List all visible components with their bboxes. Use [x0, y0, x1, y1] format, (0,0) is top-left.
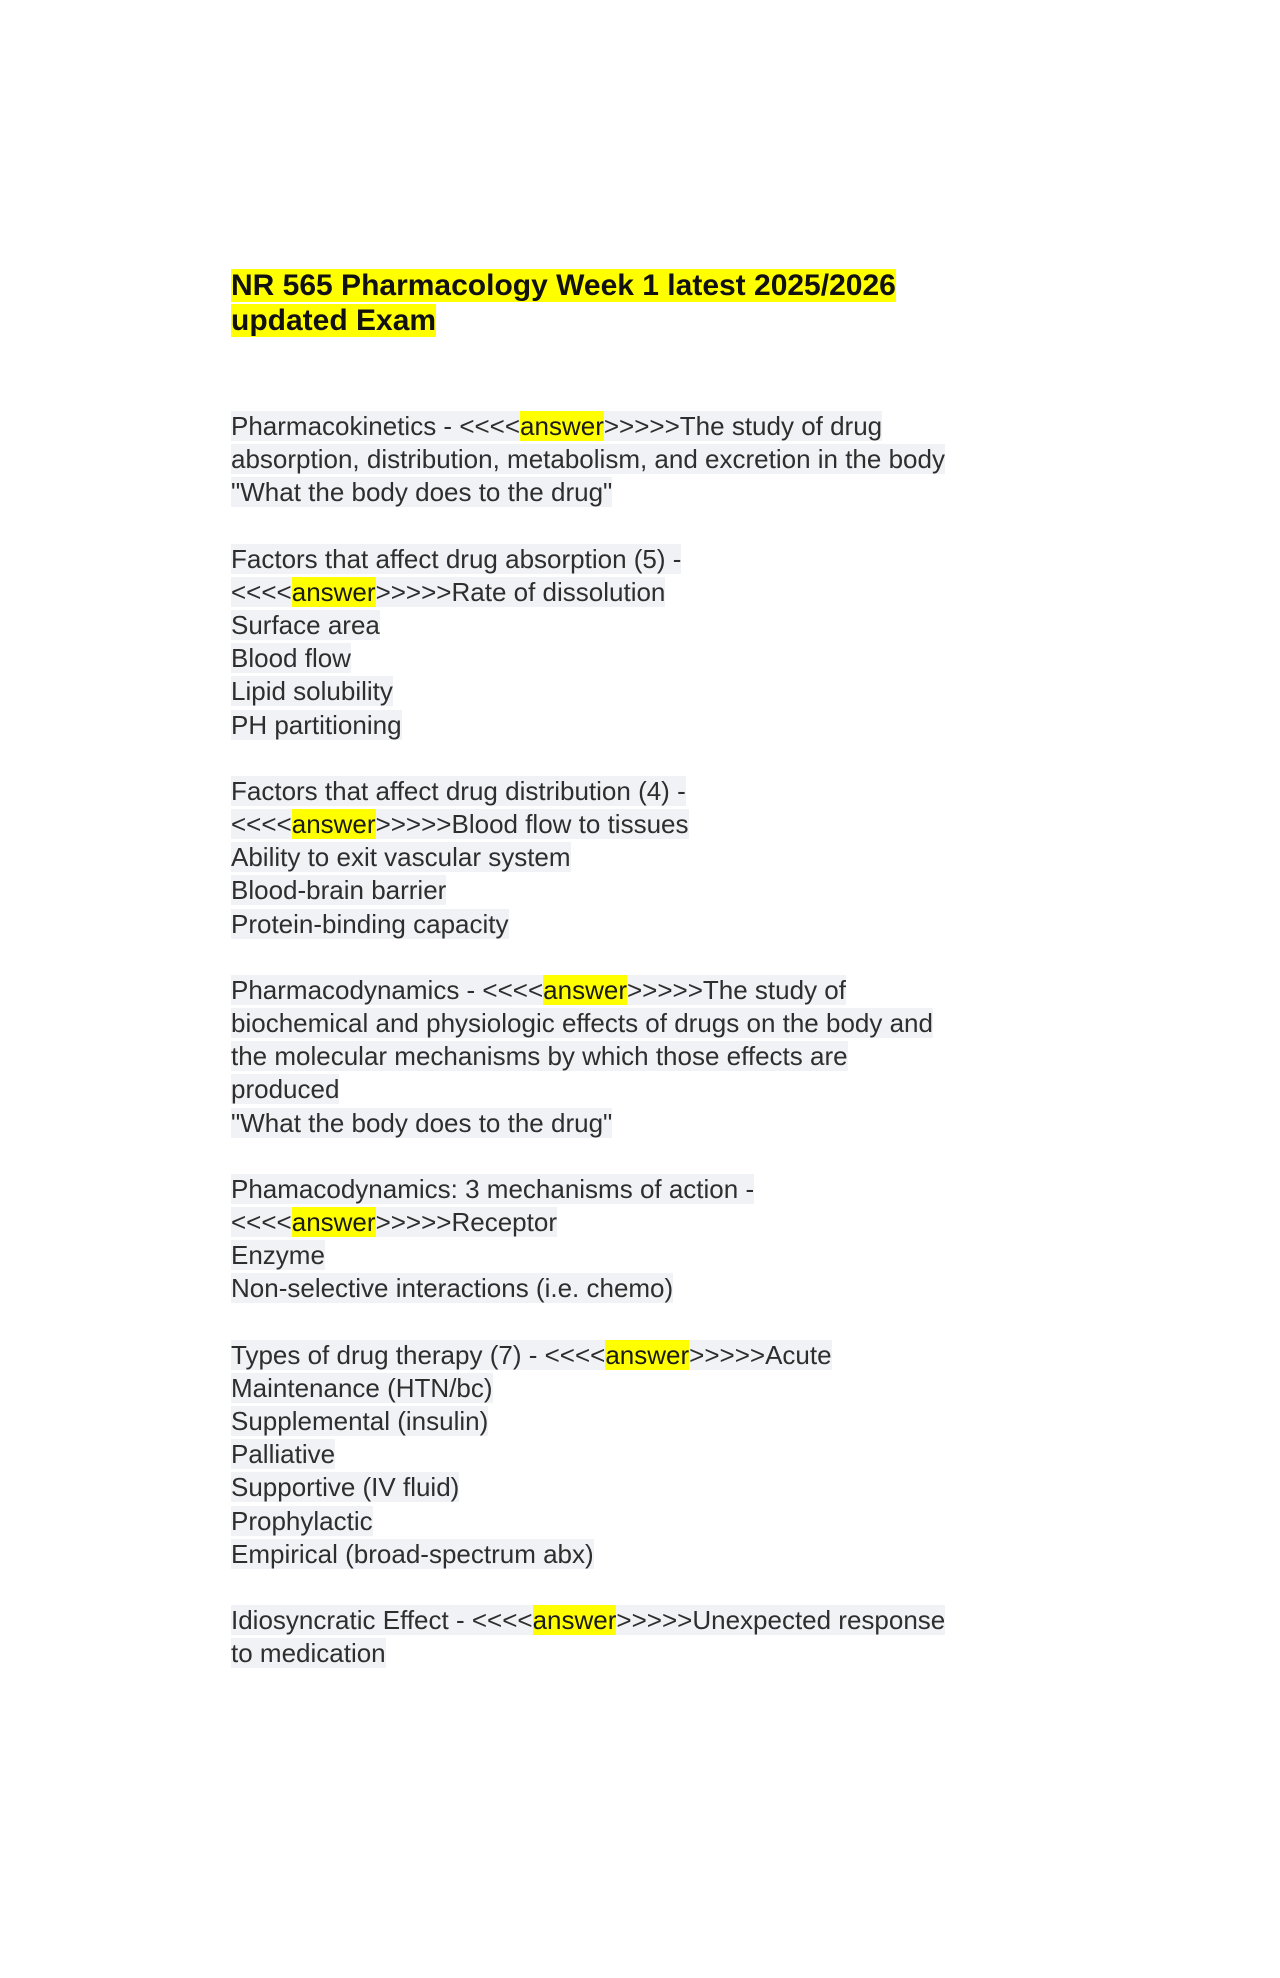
answer-continuation-line	[231, 1073, 1061, 1106]
question-text: Pharmacokinetics -	[231, 411, 460, 441]
answer-continuation-line	[231, 1538, 1061, 1571]
title-line-2: updated Exam	[231, 304, 437, 337]
flashcard-item	[231, 775, 1061, 941]
answer-continuation-line	[231, 1239, 1061, 1272]
question-text: Idiosyncratic Effect -	[231, 1605, 472, 1636]
answer-highlight: answer	[520, 411, 604, 441]
answer-continuation-line	[231, 443, 1061, 476]
document-title	[231, 268, 971, 338]
question-text: Factors that affect drug absorption (5) -	[231, 543, 682, 574]
answer-highlight: answer	[543, 974, 627, 1005]
answer-continuation-line	[231, 1040, 1061, 1073]
open-marker: <<<<	[231, 576, 292, 607]
answer-text: the molecular mechanisms by which those effects are	[231, 1041, 848, 1072]
answer-text: Unexpected response	[692, 1605, 946, 1636]
answer-segment	[231, 975, 846, 1005]
answer-segment	[231, 1340, 832, 1370]
answer-continuation-line	[231, 1372, 1061, 1405]
answer-text: Blood flow	[231, 643, 351, 674]
flashcard-item	[231, 1339, 1061, 1571]
answer-text: "What the body does to the drug"	[231, 1107, 613, 1138]
answer-continuation-line	[231, 1637, 1061, 1670]
document-page	[231, 268, 1061, 1704]
answer-text: PH partitioning	[231, 709, 402, 740]
question-text: Factors that affect drug distribution (4) -	[231, 775, 686, 806]
open-marker: <<<<	[482, 974, 544, 1005]
question-line	[231, 543, 1061, 576]
answer-continuation-line	[231, 1405, 1061, 1438]
answer-continuation-line	[231, 841, 1061, 874]
answer-text: Rate of dissolution	[451, 576, 666, 607]
answer-text: biochemical and physiologic effects of drugs on the body and	[231, 1008, 933, 1039]
flashcard-list	[231, 410, 1061, 1671]
close-marker: >>>>>	[375, 1207, 452, 1238]
close-marker: >>>>>	[626, 974, 703, 1005]
close-marker: >>>>>	[375, 576, 452, 607]
close-marker: >>>>>	[603, 411, 680, 441]
answer-text: Receptor	[451, 1207, 557, 1238]
answer-segment	[231, 1605, 945, 1635]
answer-segment	[231, 411, 882, 441]
answer-highlight: answer	[605, 1339, 690, 1370]
answer-text: Empirical (broad-spectrum abx)	[231, 1538, 594, 1569]
answer-continuation-line	[231, 874, 1061, 907]
answer-text: Prophylactic	[231, 1505, 373, 1536]
answer-line	[231, 410, 1061, 443]
answer-continuation-line	[231, 476, 1061, 509]
answer-line	[231, 1206, 1061, 1239]
answer-continuation-line	[231, 1438, 1061, 1471]
answer-line	[231, 1604, 1061, 1637]
flashcard-item	[231, 1604, 1061, 1670]
close-marker: >>>>>	[689, 1339, 766, 1370]
answer-text: produced	[231, 1074, 340, 1105]
close-marker: >>>>>	[616, 1605, 693, 1636]
answer-continuation-line	[231, 908, 1061, 941]
open-marker: <<<<	[231, 809, 292, 840]
answer-continuation-line	[231, 1107, 1061, 1140]
open-marker: <<<<	[471, 1605, 533, 1636]
answer-segment	[231, 809, 689, 839]
answer-highlight: answer	[291, 809, 376, 840]
answer-text: absorption, distribution, metabolism, and excretion in the body	[231, 444, 945, 475]
flashcard-item	[231, 543, 1061, 742]
question-text: Phamacodynamics: 3 mechanisms of action -	[231, 1173, 755, 1204]
answer-continuation-line	[231, 1272, 1061, 1305]
open-marker: <<<<	[544, 1339, 606, 1370]
answer-text: Non-selective interactions (i.e. chemo)	[231, 1273, 674, 1304]
answer-text: Palliative	[231, 1439, 336, 1470]
answer-text: The study of	[702, 974, 846, 1005]
answer-line	[231, 974, 1061, 1007]
answer-text: to medication	[231, 1638, 386, 1669]
answer-continuation-line	[231, 609, 1061, 642]
answer-text: Surface area	[231, 610, 380, 641]
answer-text: Enzyme	[231, 1240, 325, 1271]
answer-text: "What the body does to the drug"	[231, 477, 613, 508]
answer-continuation-line	[231, 1471, 1061, 1504]
answer-line	[231, 808, 1061, 841]
answer-segment	[231, 577, 665, 607]
open-marker: <<<<	[459, 411, 521, 441]
answer-text: Protein-binding capacity	[231, 908, 509, 939]
answer-text: Supportive (IV fluid)	[231, 1472, 460, 1503]
flashcard-item	[231, 410, 1061, 510]
answer-text: Ability to exit vascular system	[231, 842, 571, 873]
answer-continuation-line	[231, 675, 1061, 708]
answer-line	[231, 576, 1061, 609]
flashcard-item	[231, 974, 1061, 1140]
answer-highlight: answer	[532, 1605, 617, 1636]
answer-text: Lipid solubility	[231, 676, 393, 707]
answer-line	[231, 1339, 1061, 1372]
answer-highlight: answer	[291, 576, 376, 607]
open-marker: <<<<	[231, 1207, 292, 1238]
answer-text: Supplemental (insulin)	[231, 1406, 489, 1437]
close-marker: >>>>>	[375, 809, 452, 840]
question-line	[231, 775, 1061, 808]
flashcard-item	[231, 1173, 1061, 1306]
answer-segment	[231, 1207, 557, 1237]
title-line-1: NR 565 Pharmacology Week 1 latest 2025/2026	[231, 269, 896, 302]
answer-continuation-line	[231, 642, 1061, 675]
question-text: Pharmacodynamics -	[231, 974, 483, 1005]
answer-text: Blood flow to tissues	[451, 809, 689, 840]
question-text: Types of drug therapy (7) -	[231, 1339, 545, 1370]
answer-text: Maintenance (HTN/bc)	[231, 1372, 493, 1403]
answer-highlight: answer	[291, 1207, 376, 1238]
answer-continuation-line	[231, 1007, 1061, 1040]
answer-continuation-line	[231, 709, 1061, 742]
answer-text: Acute	[765, 1339, 832, 1370]
answer-text: Blood-brain barrier	[231, 875, 447, 906]
question-line	[231, 1173, 1061, 1206]
answer-continuation-line	[231, 1505, 1061, 1538]
answer-text: The study of drug	[679, 411, 883, 441]
